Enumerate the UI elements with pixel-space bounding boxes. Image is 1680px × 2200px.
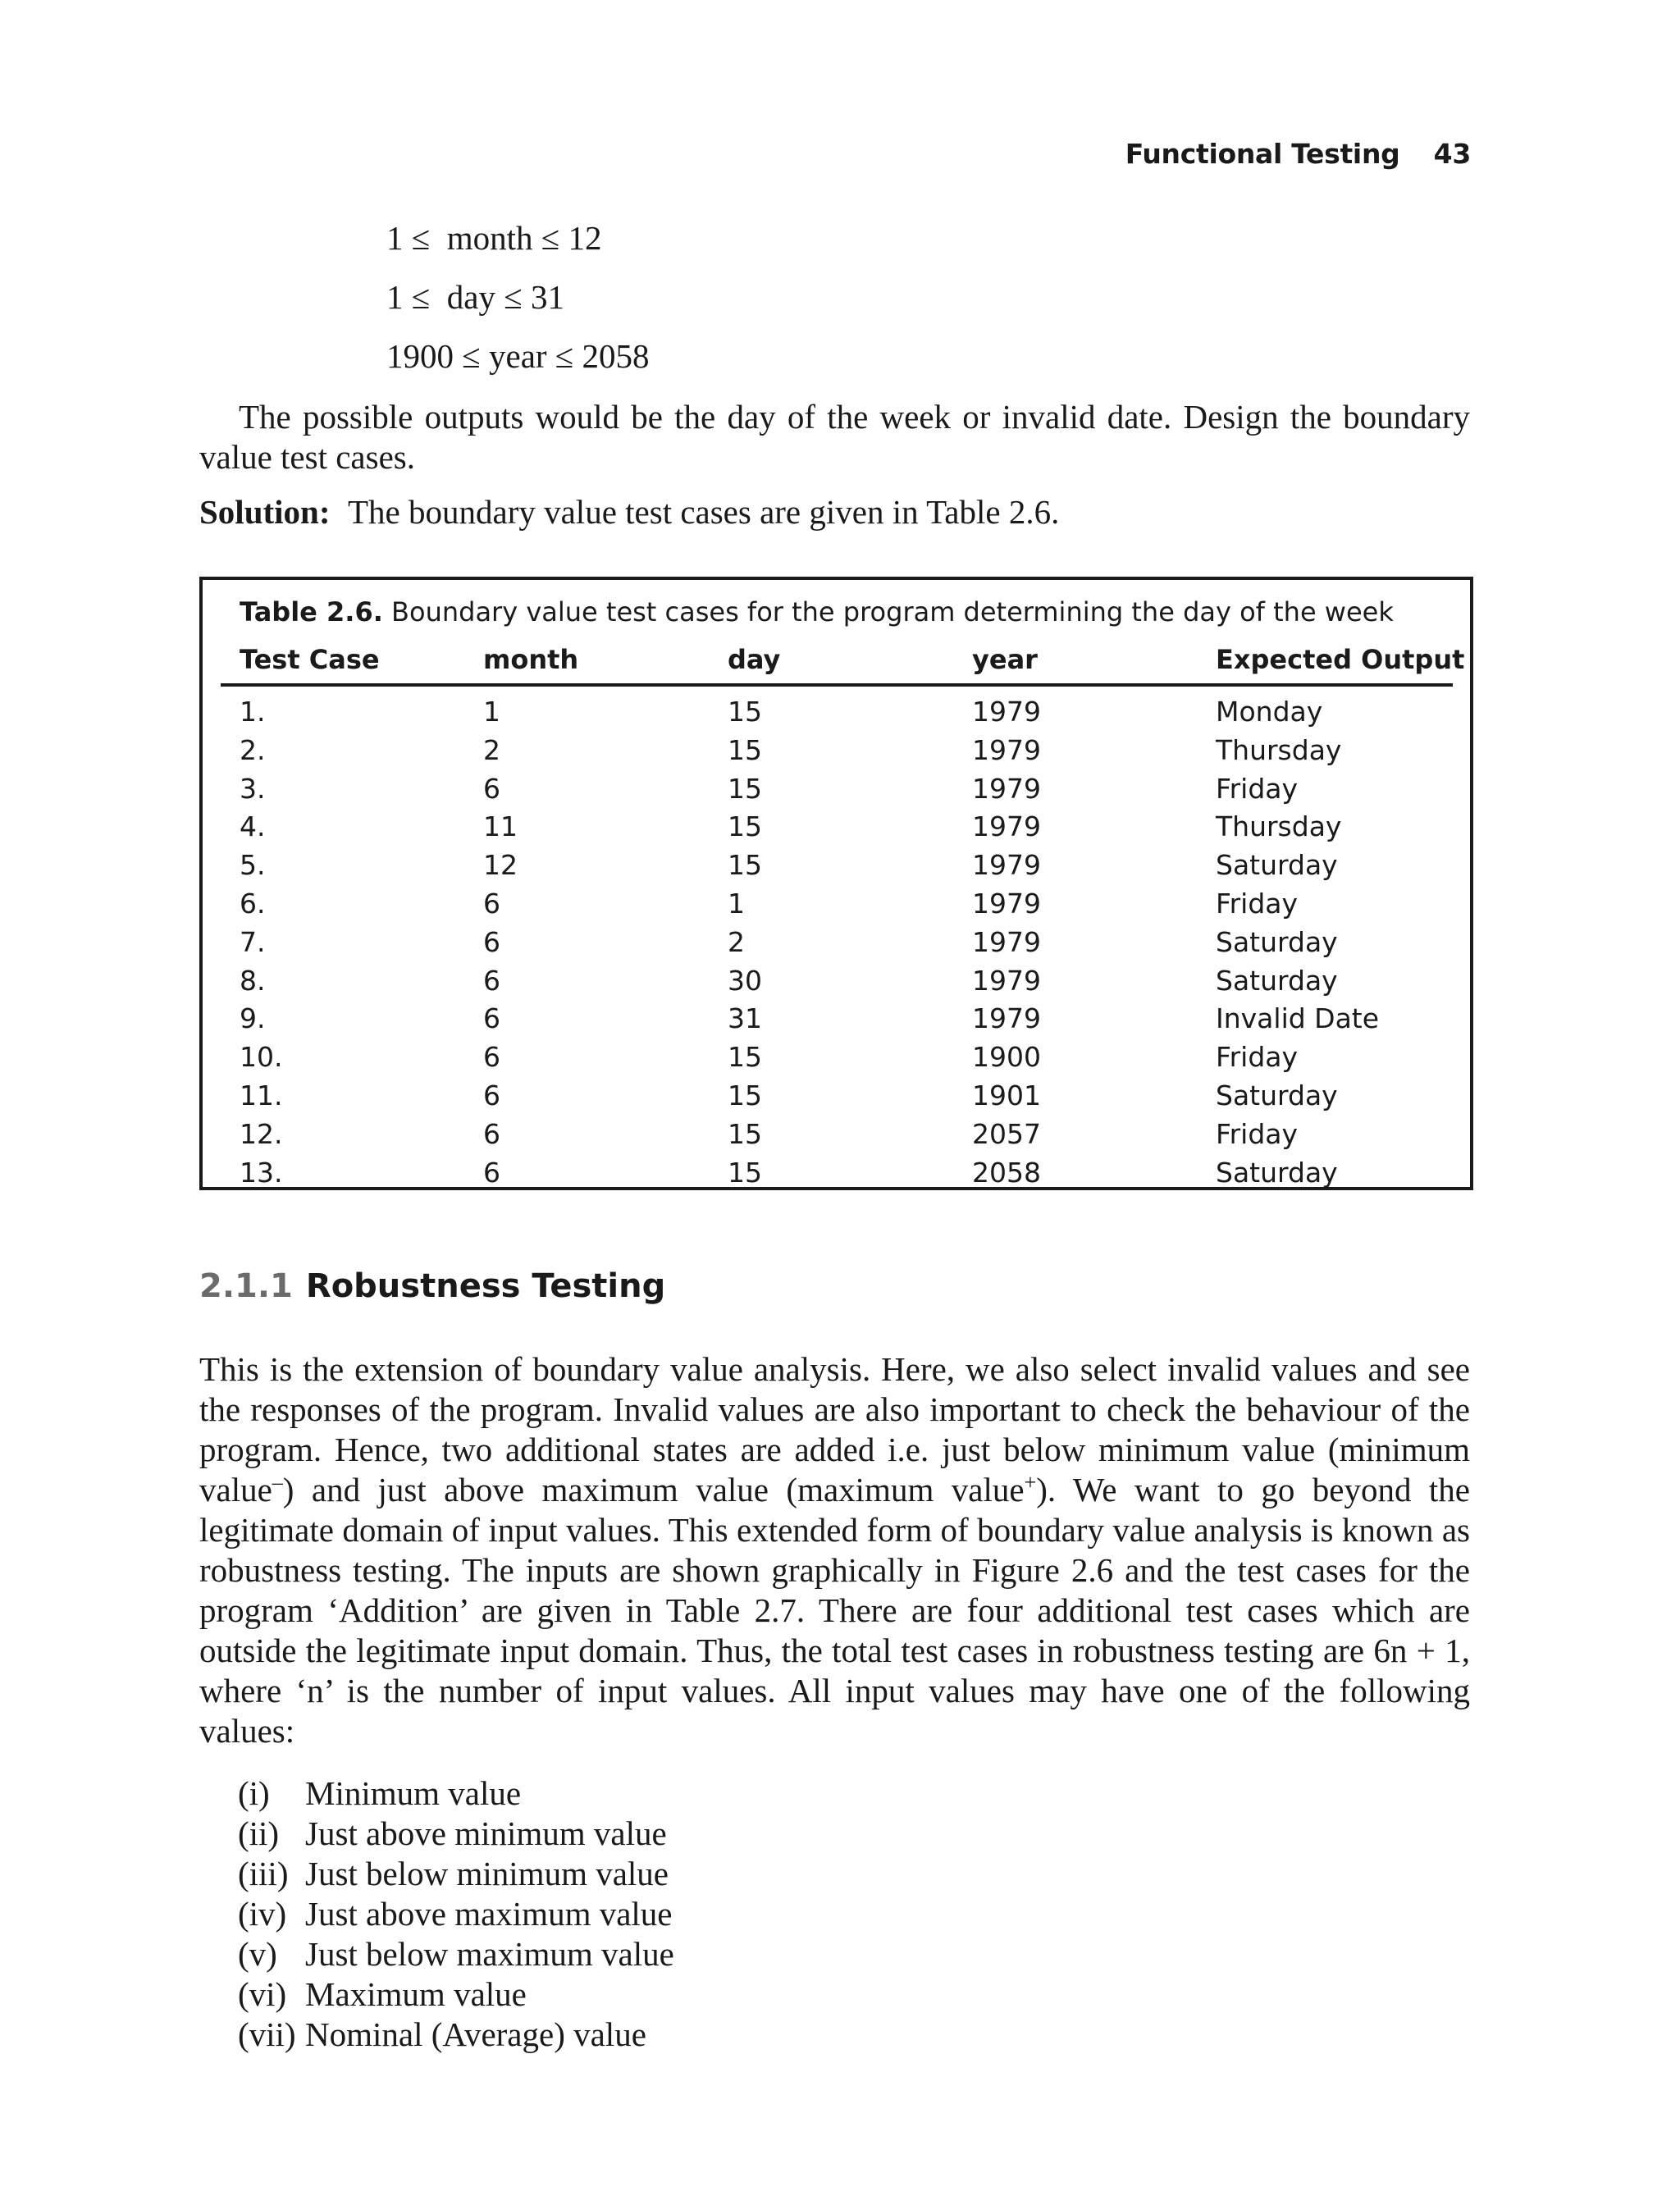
- table-row: [203, 1038, 1470, 1077]
- table-row: [203, 885, 1470, 924]
- table-row: [203, 924, 1470, 962]
- year-cell: 1979: [972, 887, 1041, 920]
- section-number: 2.1.1: [199, 1267, 293, 1305]
- table-header-row: [203, 644, 1470, 677]
- column-header-test-case: Test Case: [240, 644, 380, 675]
- solution-text: The boundary value test cases are given in Table 2.6.: [348, 493, 1060, 531]
- table-row: [203, 1000, 1470, 1038]
- month-cell: 12: [483, 849, 518, 882]
- body-line: program. Hence, two additional states are added i.e. just below minimum value (minimum: [199, 1431, 1470, 1468]
- test-case-cell: 9.: [240, 1002, 266, 1035]
- table-caption-text: Boundary value test cases for the program determining the day of the week: [391, 596, 1394, 628]
- body-line: where ‘n’ is the number of input values. All input values may have one of the following: [199, 1672, 1470, 1709]
- table-row: [203, 1077, 1470, 1116]
- list-text: Just below minimum value: [305, 1855, 669, 1892]
- month-cell: 6: [483, 1117, 500, 1150]
- expected-output-cell: Saturday: [1216, 1156, 1338, 1189]
- day-cell: 15: [728, 1041, 762, 1074]
- test-case-cell: 13.: [240, 1156, 283, 1189]
- section-heading: [199, 1267, 665, 1305]
- day-cell: 15: [728, 1079, 762, 1111]
- expected-output-cell: Friday: [1216, 772, 1299, 805]
- list-marker: (iv): [238, 1895, 287, 1933]
- year-cell: 2058: [972, 1156, 1041, 1189]
- body-line: robustness testing. The inputs are shown graphically in Figure 2.6 and the test cases for the: [199, 1551, 1470, 1589]
- table-row: [203, 808, 1470, 847]
- test-case-cell: 2.: [240, 733, 266, 766]
- month-cell: 6: [483, 1079, 500, 1111]
- list-marker: (iii): [238, 1855, 289, 1892]
- table-row: [203, 732, 1470, 770]
- table-row: [203, 962, 1470, 1001]
- list-marker: (vii): [238, 2015, 296, 2053]
- year-cell: 1979: [972, 925, 1041, 958]
- table-caption: [240, 596, 1394, 628]
- intro-line: value test cases.: [199, 438, 415, 476]
- table-row: [203, 847, 1470, 885]
- year-cell: 1979: [972, 696, 1041, 728]
- page-number: 43: [1433, 138, 1471, 170]
- body-paragraph: [199, 1349, 1470, 1751]
- month-cell: 6: [483, 925, 500, 958]
- list-text: Just above minimum value: [305, 1814, 667, 1852]
- day-cell: 15: [728, 696, 762, 728]
- year-cell: 1979: [972, 733, 1041, 766]
- month-cell: 6: [483, 1041, 500, 1074]
- test-case-cell: 1.: [240, 696, 266, 728]
- month-cell: 6: [483, 772, 500, 805]
- table-row: [203, 770, 1470, 809]
- test-case-cell: 4.: [240, 810, 266, 843]
- expected-output-cell: Saturday: [1216, 1079, 1338, 1111]
- year-cell: 1900: [972, 1041, 1041, 1074]
- month-cell: 11: [483, 810, 518, 843]
- expected-output-cell: Friday: [1216, 887, 1299, 920]
- year-cell: 1979: [972, 849, 1041, 882]
- day-cell: 15: [728, 849, 762, 882]
- table-caption-label: Table 2.6.: [240, 596, 383, 628]
- expected-output-cell: Saturday: [1216, 925, 1338, 958]
- day-cell: 15: [728, 772, 762, 805]
- expected-output-cell: Saturday: [1216, 964, 1338, 997]
- test-case-cell: 5.: [240, 849, 266, 882]
- month-cell: 6: [483, 1156, 500, 1189]
- test-case-cell: 11.: [240, 1079, 283, 1111]
- body-line: values:: [199, 1712, 295, 1750]
- month-cell: 6: [483, 887, 500, 920]
- list-text: Just above maximum value: [305, 1895, 673, 1933]
- table-row: [203, 1154, 1470, 1193]
- intro-paragraph: [199, 397, 1470, 477]
- solution-line: [199, 492, 1059, 532]
- body-line: outside the legitimate input domain. Thus, the total test cases in robustness testing are 6n + 1,: [199, 1632, 1470, 1669]
- solution-label: Solution:: [199, 493, 331, 531]
- day-cell: 30: [728, 964, 762, 997]
- list-marker: (ii): [238, 1814, 280, 1852]
- header-title: Functional Testing: [1125, 138, 1400, 170]
- constraint-day: 1 ≤ day ≤ 31: [386, 278, 564, 316]
- body-line: This is the extension of boundary value analysis. Here, we also select invalid values and see: [199, 1350, 1470, 1388]
- table-row: [203, 1116, 1470, 1154]
- year-cell: 1979: [972, 964, 1041, 997]
- expected-output-cell: Friday: [1216, 1041, 1299, 1074]
- year-cell: 1901: [972, 1079, 1041, 1111]
- table-2-6: [199, 577, 1473, 1190]
- intro-line: The possible outputs would be the day of the week or invalid date. Design the boundary: [239, 398, 1470, 436]
- body-line-superscripts: value–) and just above maximum value (maximum value+). We want to go beyond the: [199, 1470, 1470, 1509]
- column-header-month: month: [483, 644, 579, 675]
- list-text: Nominal (Average) value: [305, 2015, 646, 2053]
- table-body: [203, 693, 1470, 1192]
- list-text: Maximum value: [305, 1975, 527, 2013]
- month-cell: 6: [483, 1002, 500, 1035]
- body-line: legitimate domain of input values. This extended form of boundary value analysis is known as: [199, 1511, 1470, 1549]
- expected-output-cell: Saturday: [1216, 849, 1338, 882]
- month-cell: 1: [483, 696, 500, 728]
- constraint-year: 1900 ≤ year ≤ 2058: [386, 337, 650, 375]
- test-case-cell: 6.: [240, 887, 266, 920]
- month-cell: 2: [483, 733, 500, 766]
- month-cell: 6: [483, 964, 500, 997]
- column-header-day: day: [728, 644, 781, 675]
- list-text: Just below maximum value: [305, 1935, 674, 1973]
- expected-output-cell: Thursday: [1216, 733, 1342, 766]
- column-header-expected-output: Expected Output: [1216, 644, 1465, 675]
- test-case-cell: 7.: [240, 925, 266, 958]
- running-header: [1125, 138, 1471, 170]
- body-line: program ‘Addition’ are given in Table 2.7. There are four additional test cases which are: [199, 1591, 1470, 1629]
- section-title: Robustness Testing: [305, 1267, 666, 1305]
- column-header-year: year: [972, 644, 1038, 675]
- year-cell: 1979: [972, 810, 1041, 843]
- day-cell: 15: [728, 810, 762, 843]
- expected-output-cell: Friday: [1216, 1117, 1299, 1150]
- day-cell: 15: [728, 1117, 762, 1150]
- year-cell: 1979: [972, 772, 1041, 805]
- table-row: [203, 693, 1470, 732]
- constraint-month: 1 ≤ month ≤ 12: [386, 219, 602, 257]
- test-case-cell: 12.: [240, 1117, 283, 1150]
- day-cell: 1: [728, 887, 745, 920]
- day-cell: 15: [728, 1156, 762, 1189]
- day-cell: 2: [728, 925, 745, 958]
- year-cell: 2057: [972, 1117, 1041, 1150]
- list-marker: (vi): [238, 1975, 287, 2013]
- list-marker: (v): [238, 1935, 277, 1973]
- day-cell: 15: [728, 733, 762, 766]
- header-rule: [221, 683, 1453, 687]
- test-case-cell: 3.: [240, 772, 266, 805]
- test-case-cell: 8.: [240, 964, 266, 997]
- list-marker: (i): [238, 1774, 270, 1812]
- expected-output-cell: Invalid Date: [1216, 1002, 1380, 1035]
- year-cell: 1979: [972, 1002, 1041, 1035]
- list-text: Minimum value: [305, 1774, 522, 1812]
- expected-output-cell: Monday: [1216, 696, 1323, 728]
- day-cell: 31: [728, 1002, 762, 1035]
- body-line: the responses of the program. Invalid values are also important to check the behaviour of the: [199, 1390, 1470, 1428]
- test-case-cell: 10.: [240, 1041, 283, 1074]
- expected-output-cell: Thursday: [1216, 810, 1342, 843]
